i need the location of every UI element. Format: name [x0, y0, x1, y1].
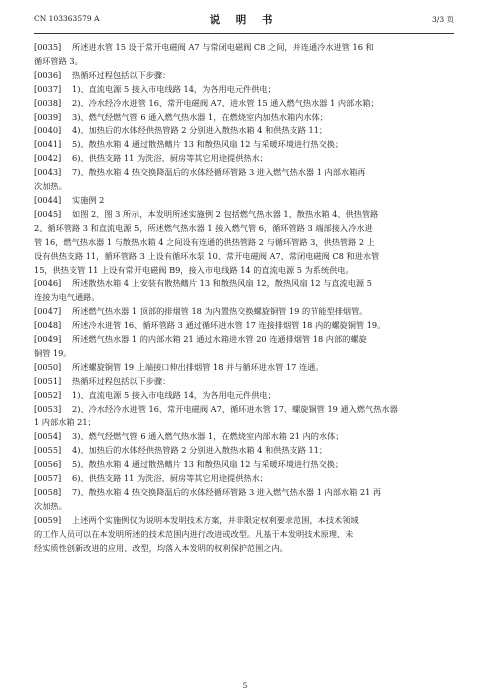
- paragraph: [34, 305, 454, 319]
- paragraph: [34, 361, 454, 375]
- paragraph-text: 5)、散热水箱 4 通过散热鳍片 13 和散热风扇 12 与采暖环境进行热交换；: [72, 139, 344, 150]
- paragraph-number: [0045]: [34, 208, 62, 219]
- paragraph-continuation: 次加热。: [34, 181, 67, 192]
- paragraph-number: [0055]: [34, 445, 62, 456]
- paragraph-continuation: 次加热。: [34, 500, 67, 511]
- paragraph-number: [0039]: [34, 111, 62, 122]
- paragraph-text: 2)、冷水经冷水进管 16、常开电磁阀 A7、循环进水管 17、螺旋铜管 19 通入燃气热水器: [72, 403, 398, 414]
- paragraph-number: [0037]: [34, 83, 62, 94]
- paragraph-continuation: 2、循环管路 3 和直流电源 5，所述燃气热水器 1 接入燃气管 6，循环管路 3 端部接入冷水进: [34, 222, 373, 233]
- paragraph-continuation: 循环管路 3。: [34, 55, 83, 66]
- paragraph-continuation: 铜管 19。: [34, 347, 72, 358]
- paragraph-text: 实施例 2: [72, 194, 105, 205]
- paragraph-text: 所述散热水箱 4 上安装有散热鳍片 13 和散热风扇 12，散热风扇 12 与直流电源 5: [72, 278, 372, 289]
- paragraph: [34, 83, 454, 97]
- paragraph-number: [0059]: [34, 514, 62, 525]
- paragraph-text: 如图 2、图 3 所示，本发明所述实施例 2 包括燃气热水器 1、散热水箱 4、供热管路: [72, 208, 379, 219]
- paragraph: [34, 430, 454, 444]
- paragraph-text: 1)、直流电源 5 接入市电线路 14，为各用电元件供电；: [72, 389, 276, 400]
- paragraph-continuation: 连接为电气通路。: [34, 292, 100, 303]
- paragraph-number: [0042]: [34, 153, 62, 164]
- header-rule: [34, 33, 454, 34]
- paragraph-number: [0044]: [34, 194, 62, 205]
- paragraph-number: [0040]: [34, 125, 62, 136]
- document-body: [34, 41, 454, 556]
- paragraph-text: 热循环过程包括以下步骤：: [72, 375, 171, 386]
- paragraph: [34, 458, 454, 472]
- paragraph: [34, 166, 454, 180]
- paragraph-text: 6)、供热支路 11 为洗浴、厨房等其它用途提供热水；: [72, 473, 268, 484]
- paragraph-number: [0051]: [34, 375, 62, 386]
- paragraph: [34, 333, 454, 347]
- paragraph: [34, 319, 454, 333]
- paragraph-continuation: 设有供热支路 11，循环管路 3 上设有循环水泵 10、常开电磁阀 A7、常闭电磁阀 C8 和进水管: [34, 250, 380, 261]
- paragraph-text: 所述进水管 15 设于常开电磁阀 A7 与常闭电磁阀 C8 之间，并连通冷水进管 16 和: [72, 42, 374, 52]
- paragraph-number: [0035]: [34, 42, 62, 52]
- paragraph-text: 上述两个实施例仅为说明本发明技术方案，并非限定权利要求范围，本技术领域: [72, 514, 359, 525]
- paragraph: [34, 389, 454, 403]
- paragraph: [34, 138, 454, 152]
- paragraph-number: [0036]: [34, 69, 62, 80]
- paragraph: [34, 444, 454, 458]
- paragraph-number: [0052]: [34, 389, 62, 400]
- paragraph-continuation: 管 16，燃气热水器 1 与散热水箱 4 之间设有连通的供热管路 2 与循环管路 3，供热管路 2 上: [34, 236, 375, 247]
- paragraph: [34, 486, 454, 500]
- paragraph-number: [0046]: [34, 278, 62, 289]
- paragraph-continuation: 15，供热支管 11 上设有常开电磁阀 B9，接入市电线路 14 的直流电源 5 为系统供电。: [34, 264, 354, 275]
- paragraph: [34, 41, 454, 55]
- paragraph: [34, 69, 454, 83]
- paragraph: [34, 97, 454, 111]
- paragraph-number: [0058]: [34, 487, 62, 497]
- paragraph: [34, 194, 454, 208]
- paragraph-continuation: 1 内部水箱 21；: [34, 417, 96, 428]
- paragraph-continuation: 的工作人员可以在本发明所述的技术范围内进行改进或改型。凡基于本发明技术原理、未: [34, 528, 354, 539]
- paragraph-text: 所述螺旋铜管 19 上端接口伸出排烟管 18 并与循环进水管 17 连通。: [72, 361, 324, 372]
- paragraph-number: [0056]: [34, 459, 62, 470]
- paragraph-text: 7)、散热水箱 4 热交换降温后的水体经循环管路 3 进入燃气热水器 1 内部水箱 21 再: [72, 487, 382, 497]
- paragraph-text: 5)、散热水箱 4 通过散热鳍片 13 和散热风扇 12 与采暖环境进行热交换；: [72, 459, 344, 470]
- paragraph: [34, 403, 454, 417]
- paragraph-text: 2)、冷水经冷水进管 16、常开电磁阀 A7、进水管 15 通入燃气热水器 1 内部水箱；: [72, 97, 379, 108]
- paragraph-text: 3)、燃气经燃气管 6 通入燃气热水器 1，在燃烧室内部水箱 21 内的水体；: [72, 431, 344, 442]
- paragraph-text: 所述燃气热水器 1 顶部的排烟管 18 为内置热交换螺旋铜管 19 的节能型排烟管。: [72, 306, 368, 317]
- paragraph: [34, 514, 454, 528]
- paragraph: [34, 152, 454, 166]
- page-header: [34, 12, 454, 28]
- paragraph-text: 所述冷水进管 16、循环管路 3 通过循环进水管 17 连接排烟管 18 内的螺旋铜管 19。: [72, 320, 386, 331]
- paragraph-number: [0054]: [34, 431, 62, 442]
- paragraph: [34, 472, 454, 486]
- paragraph-text: 6)、供热支路 11 为洗浴、厨房等其它用途提供热水；: [72, 153, 268, 164]
- paragraph-text: 4)、加热后的水体经供热管路 2 分别进入散热水箱 4 和供热支路 11；: [72, 125, 328, 136]
- paragraph-number: [0043]: [34, 167, 62, 178]
- paragraph-text: 3)、燃气经燃气管 6 通入燃气热水器 1，在燃烧室内加热水箱内水体；: [72, 111, 328, 122]
- paragraph-text: 7)、散热水箱 4 热交换降温后的水体经循环管路 3 进入燃气热水器 1 内部水箱再: [72, 167, 366, 178]
- publication-number: CN 103363579 A: [34, 14, 100, 23]
- paragraph: [34, 375, 454, 389]
- paragraph-number: [0041]: [34, 139, 62, 150]
- paragraph-number: [0049]: [34, 334, 62, 345]
- paragraph-number: [0047]: [34, 306, 62, 317]
- paragraph: [34, 111, 454, 125]
- paragraph-number: [0050]: [34, 361, 62, 372]
- page-indicator: 3/3 页: [432, 15, 454, 24]
- paragraph: [34, 208, 454, 222]
- paragraph-text: 1)、直流电源 5 接入市电线路 14，为各用电元件供电；: [72, 83, 276, 94]
- paragraph-text: 热循环过程包括以下步骤：: [72, 69, 171, 80]
- paragraph-number: [0053]: [34, 403, 62, 414]
- page-number: 5: [242, 681, 248, 690]
- paragraph-number: [0057]: [34, 473, 62, 484]
- paragraph-text: 4)、加热后的水体经供热管路 2 分别进入散热水箱 4 和供热支路 11；: [72, 445, 328, 456]
- paragraph: [34, 277, 454, 291]
- paragraph: [34, 124, 454, 138]
- document-title: 说 明 书: [209, 14, 279, 26]
- paragraph-continuation: 经实质性创新改进的应用、改型，均落入本发明的权利保护范围之内。: [34, 542, 288, 553]
- paragraph-number: [0038]: [34, 97, 62, 108]
- paragraph-text: 所述燃气热水器 1 的内部水箱 21 通过水箱进水管 20 连通排烟管 18 内部的螺旋: [72, 334, 367, 345]
- paragraph-number: [0048]: [34, 320, 62, 331]
